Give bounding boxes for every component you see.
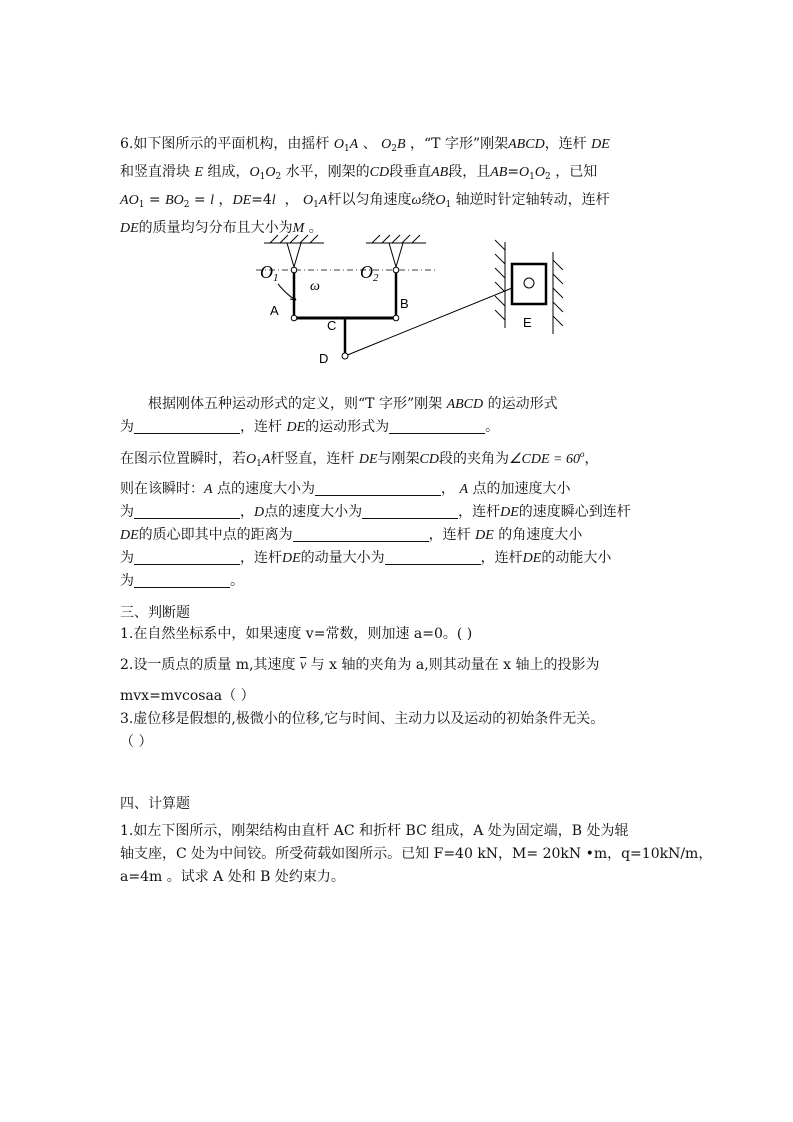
symbol: O <box>265 165 276 180</box>
judgment-item-2-line-1 <box>120 654 673 677</box>
symbol: DE <box>282 551 301 566</box>
symbol: O <box>519 165 530 180</box>
subscript: 1 <box>259 172 266 182</box>
text: 轴逆时针定轴转动，连杆 <box>455 192 610 208</box>
mechanism-figure <box>250 238 570 368</box>
calculation-problem-1 <box>120 820 713 889</box>
question-line-4 <box>120 478 673 501</box>
symbol: O <box>534 165 546 180</box>
symbol: B <box>397 137 406 152</box>
velocity-vector-symbol: $\overline{v}$ <box>300 658 307 673</box>
subscript: 2 <box>545 172 551 182</box>
pin-e <box>524 278 534 288</box>
symbol: l <box>210 193 215 208</box>
symbol: O <box>173 193 184 208</box>
label-o2: O2 <box>360 262 379 284</box>
judgment-item-2-line-2: mvx=mvcosaa（ ） <box>120 688 255 704</box>
text: 、 <box>362 136 377 152</box>
text: 点的速度大小为 <box>217 481 316 497</box>
answer-blank-6[interactable] <box>293 526 429 542</box>
text: 根据刚体五种运动形式的定义，则“T 字形”刚架 <box>148 396 443 412</box>
mechanism-diagram <box>250 238 570 368</box>
answer-blank-2[interactable] <box>389 418 485 434</box>
symbol: A <box>459 482 469 497</box>
symbol: O <box>246 452 257 467</box>
connecting-rod-de <box>345 284 522 356</box>
question-line-7 <box>120 547 673 570</box>
text: 绕 <box>421 192 436 208</box>
symbol: A <box>318 193 328 208</box>
text: ，连杆 <box>240 419 282 435</box>
text: 点的加速度大小 <box>472 481 571 497</box>
text: ， <box>240 504 254 520</box>
symbol: DE <box>522 551 542 566</box>
label-b: B <box>400 296 409 311</box>
label-o1: O1 <box>260 262 279 284</box>
section-3-title: 三、判断题 <box>120 605 190 621</box>
problem-6-line-2 <box>120 161 673 189</box>
subscript: 1 <box>445 200 452 210</box>
answer-blank-9[interactable] <box>134 572 230 588</box>
answer-blank-7[interactable] <box>134 549 240 565</box>
symbol: O <box>128 193 139 208</box>
text: ，连杆 <box>428 527 471 543</box>
instant-conditions <box>120 443 673 476</box>
text: 的角速度大小 <box>498 527 583 543</box>
symbol: M <box>292 221 305 236</box>
symbol: D <box>254 505 265 520</box>
symbol: l <box>271 193 276 208</box>
fill-in-questions <box>120 393 673 439</box>
question-line-6 <box>120 524 673 547</box>
symbol: AB <box>431 165 449 180</box>
symbol: A <box>261 452 271 467</box>
text: ， <box>218 192 233 208</box>
angle-expression: ∠CDE = 60 <box>509 452 580 467</box>
text: ， <box>284 192 299 208</box>
support-leg <box>389 243 396 267</box>
text: 段的夹角为 <box>439 451 509 467</box>
text: 杆竖直，连杆 <box>270 451 355 467</box>
answer-blank-4[interactable] <box>134 503 240 519</box>
problem-6-statement <box>120 133 673 240</box>
text: 则在该瞬时： <box>120 481 204 497</box>
support-leg <box>294 243 301 267</box>
text: 的运动形式 <box>487 396 558 412</box>
symbol: ABCD <box>508 137 545 152</box>
text: ，“T 字形”刚架 <box>410 136 509 152</box>
symbol: ω <box>411 193 422 208</box>
symbol: CD <box>419 452 439 467</box>
symbol: O <box>435 193 446 208</box>
subscript: 1 <box>343 144 350 154</box>
subscript: 1 <box>529 172 535 182</box>
text: 与 x 轴的夹角为 a,则其动量在 x 轴上的投影为 <box>310 657 600 673</box>
symbol: DE <box>358 452 378 467</box>
text: 在图示位置瞬时，若 <box>120 451 246 467</box>
text: 水平，刚架的 <box>285 164 370 180</box>
symbol: DE <box>120 528 139 543</box>
judgment-item-3: 3.虚位移是假想的,极微小的位移,它与时间、主动力以及运动的初始条件无关。 <box>120 711 605 727</box>
symbol: DE <box>232 193 252 208</box>
label-a: A <box>270 303 279 318</box>
symbol: O <box>381 137 392 152</box>
subscript: 1 <box>138 200 145 210</box>
ground-supports <box>264 235 426 267</box>
text: 的质量均匀分布且大小为 <box>138 220 293 236</box>
symbol: A <box>120 193 129 208</box>
judgment-item-2-cont <box>120 685 673 754</box>
answer-blank-3[interactable] <box>315 480 441 496</box>
text: ，连杆 <box>458 504 501 520</box>
text: 段垂直 <box>389 164 432 180</box>
text: 的动量大小为 <box>300 550 385 566</box>
judgment-item-1: 1.在自然坐标系中，如果速度 v=常数，则加速 a=0。( ) <box>120 626 473 642</box>
pin-b <box>393 315 399 321</box>
subscript: 2 <box>183 200 190 210</box>
calculation-line-2: 轴支座，C 处为中间铰。所受荷载如图所示。已知 F=40 kN，M= 20kN •m，q=10kN/m， <box>120 846 713 862</box>
text: 和竖直滑块 <box>120 164 190 180</box>
question-line-5 <box>120 501 673 524</box>
text: ， <box>441 481 456 497</box>
text: 的动能大小 <box>541 550 612 566</box>
symbol: DE <box>475 528 494 543</box>
question-line-2 <box>120 416 673 439</box>
text: 组成， <box>207 164 250 180</box>
symbol: O <box>333 137 344 152</box>
answer-blank-8[interactable] <box>385 549 481 565</box>
symbol: A <box>204 482 213 497</box>
text: 与刚架 <box>377 451 420 467</box>
text: 。 <box>308 220 323 236</box>
calculation-line-1: 1.如左下图所示，刚架结构由直杆 AC 和折杆 BC 组成，A 处为固定端，B 处为辊 <box>120 823 629 839</box>
text: 2.设一质点的质量 m,其速度 <box>120 657 296 673</box>
section-3-items <box>120 623 673 646</box>
text: 的质心即其中点的距离为 <box>138 527 293 543</box>
symbol: O <box>303 193 314 208</box>
section-4-title: 四、计算题 <box>120 796 190 812</box>
support-leg <box>287 243 294 267</box>
text: 点的速度大小为 <box>264 504 363 520</box>
pin-d <box>342 353 348 359</box>
support-leg <box>396 243 403 267</box>
text: 如下图所示的平面机构，由摇杆 <box>133 136 330 152</box>
problem-6-line-1 <box>120 133 673 161</box>
degree-symbol: o <box>580 449 585 459</box>
symbol: O <box>249 165 260 180</box>
text: 的速度瞬心到连杆 <box>518 504 631 520</box>
problem-number: 6. <box>120 136 134 152</box>
answer-blank-1[interactable] <box>134 418 240 434</box>
text: = <box>189 192 211 208</box>
text: ，连杆 <box>544 136 587 152</box>
text: 为 <box>120 573 134 589</box>
symbol: E <box>194 165 204 180</box>
pin-o1 <box>291 267 297 273</box>
text: 。 <box>230 573 244 589</box>
text: 的运动形式为 <box>305 419 390 435</box>
pin-a <box>291 315 297 321</box>
text: ， <box>584 451 599 467</box>
symbol: DE <box>500 505 519 520</box>
question-line-3 <box>120 443 673 476</box>
text: 为 <box>120 550 134 566</box>
text: 段，且 <box>448 164 491 180</box>
symbol: CD <box>369 165 390 180</box>
label-e: E <box>523 315 532 330</box>
subscript: 1 <box>256 459 262 469</box>
symbol: A <box>349 137 359 152</box>
label-omega: ω <box>310 279 320 294</box>
problem-6-line-3 <box>120 189 673 217</box>
question-line-8 <box>120 570 673 593</box>
problem-6-line-4 <box>120 217 673 240</box>
velocity-questions <box>120 478 673 593</box>
text: 杆以匀角速度 <box>327 192 412 208</box>
text: 为 <box>120 419 134 435</box>
answer-blank-5[interactable] <box>362 503 458 519</box>
symbol: DE <box>120 221 139 236</box>
question-line-1 <box>120 393 673 416</box>
text: =4 <box>251 192 272 208</box>
calculation-line-3: a=4m 。试求 A 处和 B 处约束力。 <box>120 869 345 885</box>
subscript: 2 <box>391 144 397 154</box>
symbol: DE <box>591 137 610 152</box>
text: ，已知 <box>555 164 598 180</box>
symbol: B <box>165 193 174 208</box>
text: ，连杆 <box>240 550 282 566</box>
judgment-item-3-bracket: （ ） <box>120 734 153 750</box>
pin-o2 <box>393 267 399 273</box>
text: = <box>507 164 520 180</box>
subscript: 2 <box>275 172 282 182</box>
text: 为 <box>120 504 134 520</box>
judgment-item-2 <box>120 654 673 677</box>
symbol: ABCD <box>446 397 484 412</box>
subscript: 1 <box>313 200 319 210</box>
symbol: DE <box>286 420 306 435</box>
label-c: C <box>327 318 337 333</box>
text: = <box>144 192 166 208</box>
text: 。 <box>485 419 500 435</box>
label-d: D <box>319 351 329 366</box>
text: ，连杆 <box>480 550 523 566</box>
symbol: AB <box>490 165 508 180</box>
